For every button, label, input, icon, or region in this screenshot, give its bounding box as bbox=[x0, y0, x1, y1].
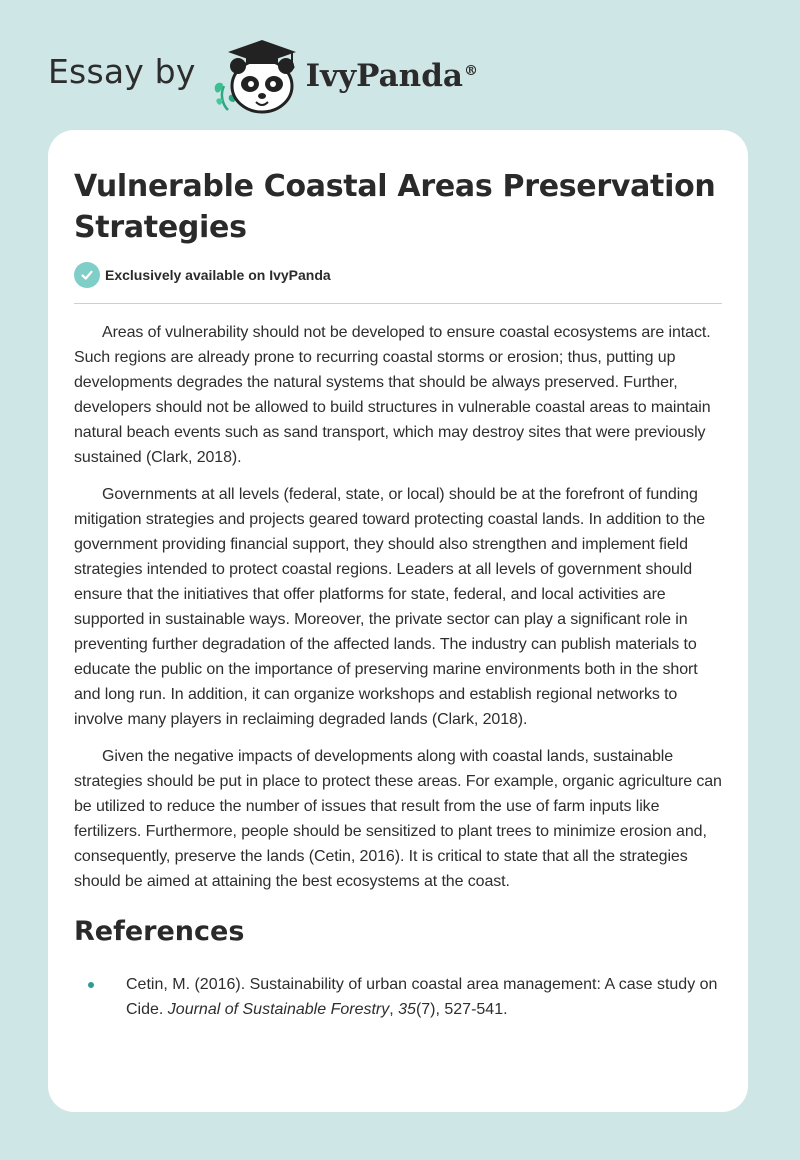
paragraph: Given the negative impacts of developments along with coastal lands, sustainable strategies should be put in place to protect these areas. For example, organic agriculture can be utilized to reduce the number of issues that result from the use of farm inputs like fertilizers. Furthermore, people should be sensitized to plant trees to minimize erosion and, consequently, preserve the lands (Cetin, 2016). It is critical to state that all the strategies should be aimed at attaining the best ecosystems at the coast. bbox=[74, 748, 722, 890]
page-title: Vulnerable Coastal Areas Preservation Strategies bbox=[74, 169, 716, 245]
divider bbox=[74, 303, 722, 304]
registered-mark: ® bbox=[463, 62, 478, 79]
essay-body bbox=[74, 320, 724, 1022]
site-header bbox=[48, 34, 478, 114]
references-heading: References bbox=[74, 916, 245, 947]
reference-volume: 35 bbox=[398, 1001, 416, 1018]
paragraph: Areas of vulnerability should not be developed to ensure coastal ecosystems are intact. Such regions are already prone to recurring coastal storms or erosion; thus, putting up developments degrades the natural systems that should be always preserved. Further, developers should not be allowed to build structures in vulnerable coastal areas to maintain natural beach events such as sand transport, which may destroy sites that were previously sustained (Clark, 2018). bbox=[74, 324, 711, 466]
exclusive-badge bbox=[74, 262, 331, 288]
references-list bbox=[74, 972, 724, 1022]
reference-journal: Journal of Sustainable Forestry bbox=[167, 1001, 390, 1018]
reference-separator: , bbox=[389, 1001, 399, 1018]
essay-by-label: Essay by bbox=[48, 51, 196, 91]
panda-graduate-logo-icon bbox=[210, 34, 304, 114]
ivypanda-logo[interactable] bbox=[210, 34, 478, 114]
exclusive-label: Exclusively available on IvyPanda bbox=[105, 267, 331, 283]
bullet-icon bbox=[88, 982, 94, 988]
reference-pages: (7), 527-541. bbox=[415, 1001, 508, 1018]
reference-citation: Cetin, M. (2016). Sustainability of urban coastal area management: A case study on Cide. bbox=[126, 976, 718, 1018]
reference-item bbox=[74, 972, 724, 1022]
paragraph: Governments at all levels (federal, state, or local) should be at the forefront of funding mitigation strategies and projects geared toward protecting coastal lands. In addition to the government providing financial support, they should also strengthen and implement field strategies intended to protect coastal regions. Leaders at all levels of government should ensure that the initiatives that offer platforms for state, federal, and local activities are supported in sustainable ways. Moreover, the private sector can play a significant role in preventing further degradation of the affected lands. The industry can publish materials to educate the public on the importance of preserving marine environments both in the short and long run. In addition, it can organize workshops and establish regional networks to involve many players in reclaiming degraded lands (Clark, 2018). bbox=[74, 486, 706, 728]
brand-name: IvyPanda® bbox=[305, 58, 478, 94]
check-icon bbox=[74, 262, 100, 288]
essay-card bbox=[48, 130, 748, 1112]
